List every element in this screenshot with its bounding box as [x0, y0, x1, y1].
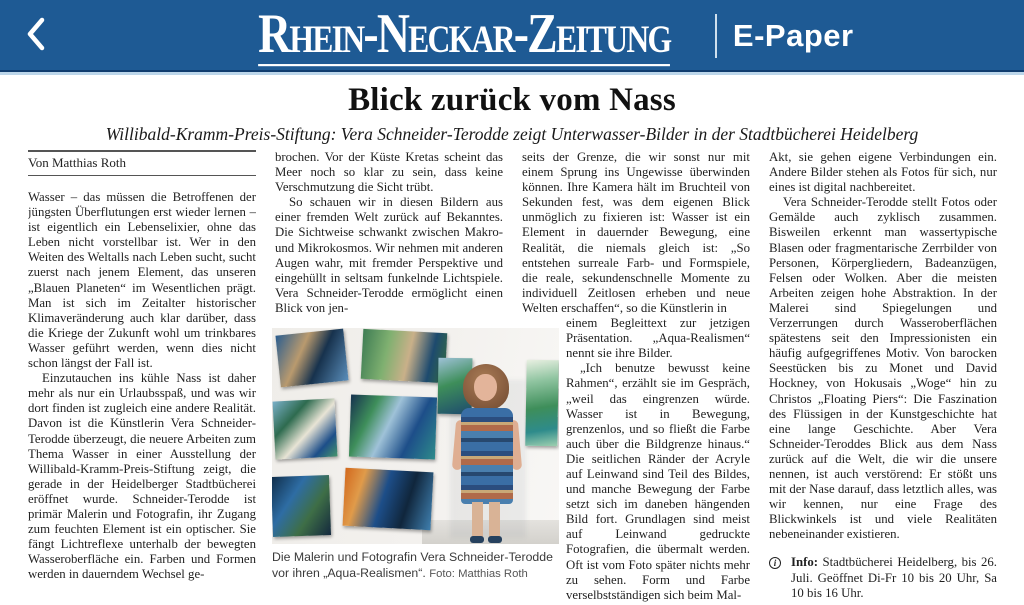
woman-figure-shoe — [470, 536, 484, 543]
woman-figure-leg — [472, 502, 483, 540]
header-divider — [715, 14, 717, 58]
woman-figure-shoe — [488, 536, 502, 543]
paragraph: Vera Schneider-Terodde stellt Fotos oder Gemälde auch zyklisch zusammen. Bisweilen erkennt man wassertypische Blasen oder fragmentarische Zerrbilder von Personen, Körpergliedern, Badeanzügen, Felsen oder Wolken. Aber die meisten Arbeiten zeigen hohe Abstraktion. In der Malerei sind Spiegelungen und Verzerrungen durch Wasseroberflächen spätestens seit den Impressionisten ein häufig aufgegriffenes Motiv. Von barocken Seestücken bis zu Monet und David Hockney, von Hokusais „Woge“ hin zu Christos „Floating Piers“: Die Faszination des Flüssigen in der Kunstgeschichte hat eine lange Geschichte. Aber Vera Schneider-Teroddes Blick aus dem Nass zurück auf die Welt, die wir die unsere nennen, ist auch verstörend: Er stößt uns mit der Nase darauf, dass letztlich alles, was wir kennen, nur eine Frage des Blickwinkels ist und viele Realitäten nebeneinander existieren. — [769, 195, 997, 542]
paragraph: brochen. Vor der Küste Kretas scheint das Meer noch so klar zu sein, dass keine Verschmutzung die Sicht trübt. — [275, 150, 503, 195]
column-1 — [28, 150, 256, 602]
photo-credit: Foto: Matthias Roth — [429, 568, 528, 580]
painting-thumb — [361, 329, 448, 383]
caption-text: Die Malerin und Fotografin Vera Schneider-Terodde vor ihren „Aqua-Realismen“. — [272, 550, 553, 580]
painting-thumb — [525, 360, 558, 447]
painting-thumb — [343, 468, 434, 531]
article-subheadline: Willibald-Kramm-Preis-Stiftung: Vera Schneider-Terodde zeigt Unterwasser-Bilder in der Stadtbücherei Heidelberg — [105, 124, 919, 144]
paragraph: Wasser – das müssen die Betroffenen der jüngsten Überflutungen erst wieder lernen – ist eigentlich ein Lebenselixier, ohne das Leben nicht vorstellbar ist. Wer in den Weiten des Weltalls nach Leben sucht, sucht zuerst nach jenem Element, das unseren „Blauen Planeten“ im Wesentlichen prägt. Man ist sich im Zeitalter historischer Klimaveränderung auch klar darüber, dass die Kriege der Zukunft wohl um trinkbares Wasser geführt werden, wenn dies nicht schon längst der Fall ist. — [28, 190, 256, 371]
newspaper-logo: Rhein-Neckar-Zeitung — [258, 3, 671, 65]
epaper-label: E-Paper — [732, 18, 854, 53]
painting-thumb — [272, 475, 331, 537]
paragraph: einem Begleittext zur jetzigen Präsentation. „Aqua-Realismen“ nennt sie ihre Bilder. — [566, 316, 750, 361]
painting-thumb — [275, 329, 348, 388]
photo-caption — [272, 549, 566, 582]
info-text: Stadtbücherei Heidelberg, bis 26. Juli. Geöffnet Di-Fr 10 bis 20 Uhr, Sa 10 bis 16 Uhr. — [791, 555, 997, 601]
app-header — [0, 0, 1024, 72]
column-4 — [769, 150, 997, 602]
paragraph: „Ich benutze bewusst keine Rahmen“, erzählt sie im Gespräch, „weil das eingrenzen würde. Wasser ist in Bewegung, grenzenlos, und so fließt die Farbe auch über die Bildgrenze hinaus.“ Die seitlichen Ränder der Acryle auf Leinwand sind Teil des Bildes, und manche Bewegung der Farbe setzt sich im daneben hängenden Bild fort. Grundlagen sind meist auf Leinwand gedruckte Fotografien, die übermalt werden. Oft ist vom Foto später nichts mehr zu sehen. Form und Farbe verselbstständigen sich beim Mal- — [566, 361, 750, 602]
painting-thumb — [273, 398, 338, 459]
brand-lockup — [0, 0, 1024, 72]
painting-thumb — [349, 395, 437, 460]
paragraph: seits der Grenze, die wir sonst nur mit einem Sprung ins Ungewisse überwinden können. Ihre Kamera hält im Bruchteil von Sekunden fest, was dem eigenen Blick unmöglich zu fixieren ist: Wasser ist ein Element in dauernder Bewegung, eine Realität, die niemals gleich ist: „So entstehen surreale Farb- und Formspiele, die reale, sekundenschnelle Momente zu individuell Zeitlosen erheben und neue Welten erschaffen“, so die Künstlerin in — [522, 150, 750, 315]
woman-figure-face — [474, 374, 497, 401]
article-headline: Blick zurück vom Nass — [348, 82, 676, 118]
text-beside-photo — [566, 316, 750, 602]
woman-figure-leg — [489, 502, 500, 540]
info-label: Info: — [791, 555, 819, 570]
info-icon: i — [769, 557, 781, 569]
paragraph: So schauen wir in diesen Bildern aus einer fremden Welt zurück auf Bekanntes. Die Sichtweise schwankt zwischen Makro- und Mikrokosmos. Wir nehmen mit anderen Augen wahr, mit fremder Perspektive und eingehüllt in seltsam funkelnde Lichtspiele. Vera Schneider-Terodde ermöglicht einen Blick von jen- — [275, 195, 503, 315]
woman-figure-dress — [461, 408, 513, 504]
byline: Von Matthias Roth — [28, 150, 256, 176]
paragraph: Akt, sie gehen eigene Verbindungen ein. Andere Bilder stehen als Fotos für sich, nur eines ist digital nachbereitet. — [769, 150, 997, 195]
paragraph: Einzutauchen ins kühle Nass ist daher mehr als nur ein Urlaubsspaß, und was wir dort finden ist zugleich eine andere Realität. Davon ist die Künstlerin Vera Schneider-Terodde überzeugt, die neuere Arbeiten zum Thema Wasser in einer Ausstellung der Willibald-Kramm-Preis-Stiftung zeigt, die gerade in der Heidelberger Stadtbücherei eröffnet wurde. Schneider-Terodde ist primär Malerin und Fotografin, ihr Zugang zum feuchten Element ist ein optischer. Sie fängt Lichtreflexe unterhalb der bewegten Wasseroberfläche ein. Farben und Formen werden in dauerndem Wechsel ge- — [28, 371, 256, 582]
article-photo[interactable] — [272, 328, 559, 544]
info-box — [769, 555, 997, 602]
